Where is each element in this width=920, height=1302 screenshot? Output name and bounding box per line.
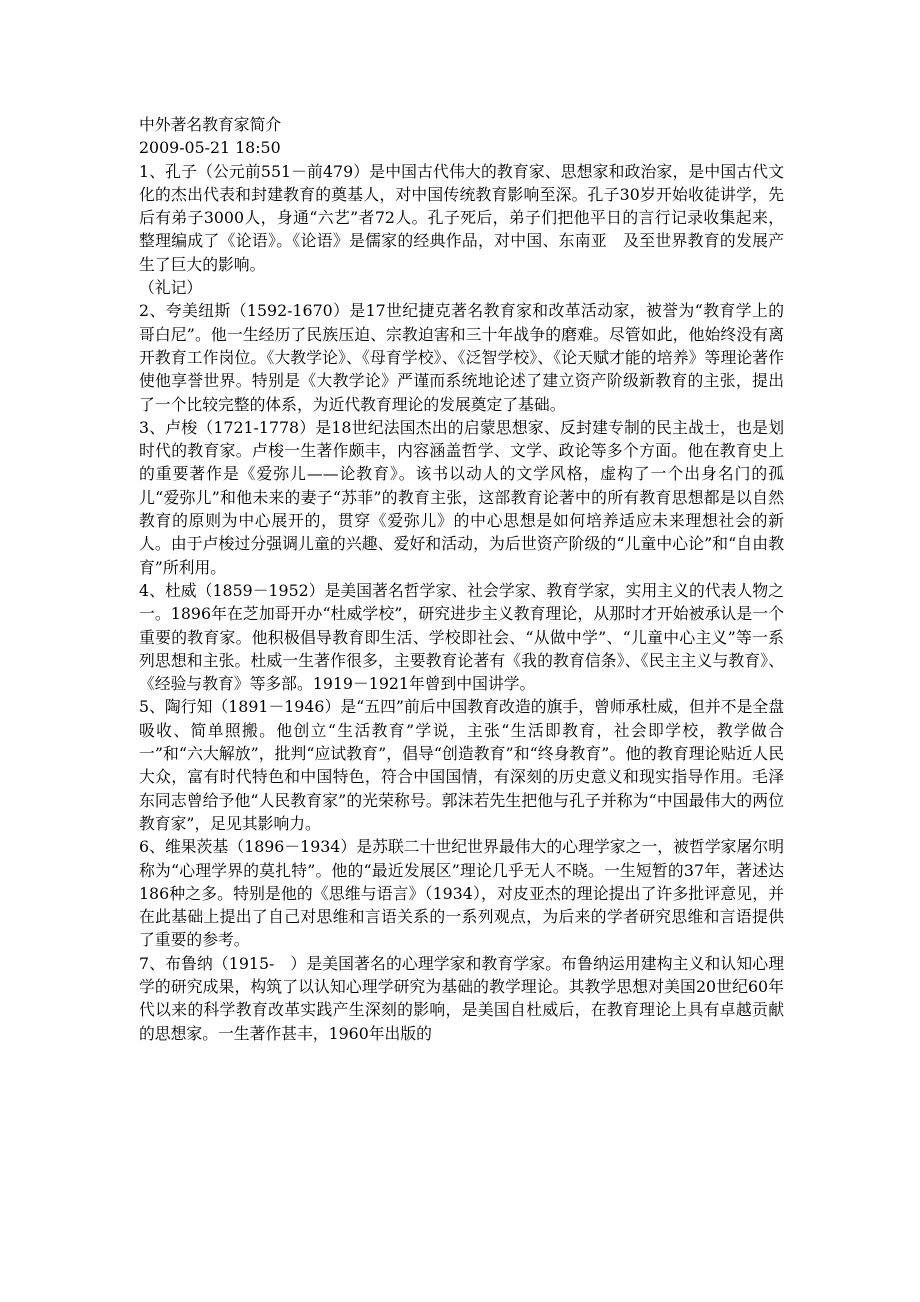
paragraph-confucius: 1、孔子（公元前551－前479）是中国古代伟大的教育家、思想家和政治家，是中国古代文化的杰出代表和封建教育的奠基人，对中国传统教育影响至深。孔子30岁开始收徒讲学，先后有弟子3000人，身通“六艺”者72人。孔子死后，弟子们把他平日的言行记录收集起来，整理编成了《论语》。《论语》是儒家的经典作品，对中国、东南亚 及至世界教育的发展产生了巨大的影响。 (139, 161, 784, 274)
document-body (139, 113, 784, 1045)
page-title: 中外著名教育家简介 (139, 115, 282, 134)
paragraph-tao-xingzhi: 5、陶行知（1891－1946）是“五四”前后中国教育改造的旗手，曾师承杜威，但并不是全盘吸收、简单照搬。他创立“生活教育”学说，主张“生活即教育，社会即学校，教学做合一”和“六大解放”，批判“应试教育”，倡导“创造教育”和“终身教育”。他的教育理论贴近人民大众，富有时代特色和中国特色，符合中国国情，有深刻的历史意义和现实指导作用。毛泽东同志曾给予他“人民教育家”的光荣称号。郭沫若先生把他与孔子并称为“中国最伟大的两位教育家”，足见其影响力。 (139, 697, 784, 833)
paragraph-liji-note: （礼记） (139, 278, 203, 298)
paragraph-comenius: 2、夸美纽斯（1592-1670）是17世纪捷克著名教育家和改革活动家，被誉为“教育学上的哥白尼”。他一生经历了民族压迫、宗教迫害和三十年战争的磨难。尽管如此，他始终没有离开教育工作岗位。《大教学论》、《母育学校》、《泛智学校》、《论天赋才能的培养》等理论著作使他享誉世界。特别是《大教学论》严谨而系统地论述了建立资产阶级新教育的主张，提出了一个比较完整的体系，为近代教育理论的发展奠定了基础。 (139, 301, 784, 414)
paragraph-vygotsky: 6、维果茨基（1896－1934）是苏联二十世纪世界最伟大的心理学家之一，被哲学家屠尔明称为“心理学界的莫扎特”。他的“最近发展区”理论几乎无人不晓。一生短暂的37年，著述达186种之多。特别是他的《思维与语言》（1934），对皮亚杰的理论提出了许多批评意见，并在此基础上提出了自己对思维和言语关系的一系列观点，为后来的学者研究思维和言语提供了重要的参考。 (139, 837, 784, 950)
paragraph-dewey: 4、杜威（1859－1952）是美国著名哲学家、社会学家、教育学家，实用主义的代表人物之一。1896年在芝加哥开办“杜威学校”，研究进步主义教育理论，从那时才开始被承认是一个重要的教育家。他积极倡导教育即生活、学校即社会、“从做中学”、“儿童中心主义”等一系列思想和主张。杜威一生著作很多，主要教育论著有《我的教育信条》、《民主主义与教育》、《经验与教育》等多部。1919－1921年曾到中国讲学。 (139, 580, 784, 694)
post-timestamp: 2009-05-21 18:50 (139, 138, 281, 158)
paragraph-rousseau: 3、卢梭（1721-1778）是18世纪法国杰出的启蒙思想家、反封建专制的民主战士，也是划时代的教育家。卢梭一生著作颇丰，内容涵盖哲学、文学、政论等多个方面。他在教育史上的重要著作是《爱弥儿——论教育》。该书以动人的文学风格，虚构了一个出身名门的孤儿“爱弥儿”和他未来的妻子“苏菲”的教育主张，这部教育论著中的所有教育思想都是以自然教育的原则为中心展开的，贯穿《爱弥儿》的中心思想是如何培养适应未来理想社会的新人。由于卢梭过分强调儿童的兴趣、爱好和活动，为后世资产阶级的“儿童中心论”和“自由教育”所利用。 (139, 417, 784, 577)
paragraph-bruner: 7、布鲁纳（1915- ）是美国著名的心理学家和教育学家。布鲁纳运用建构主义和认知心理学的研究成果，构筑了以认知心理学研究为基础的教学理论。其教学思想对美国20世纪60年代以来的科学教育改革实践产生深刻的影响，是美国自杜威后，在教育理论上具有卓越贡献的思想家。一生著作甚丰，1960年出版的 (139, 953, 784, 1043)
